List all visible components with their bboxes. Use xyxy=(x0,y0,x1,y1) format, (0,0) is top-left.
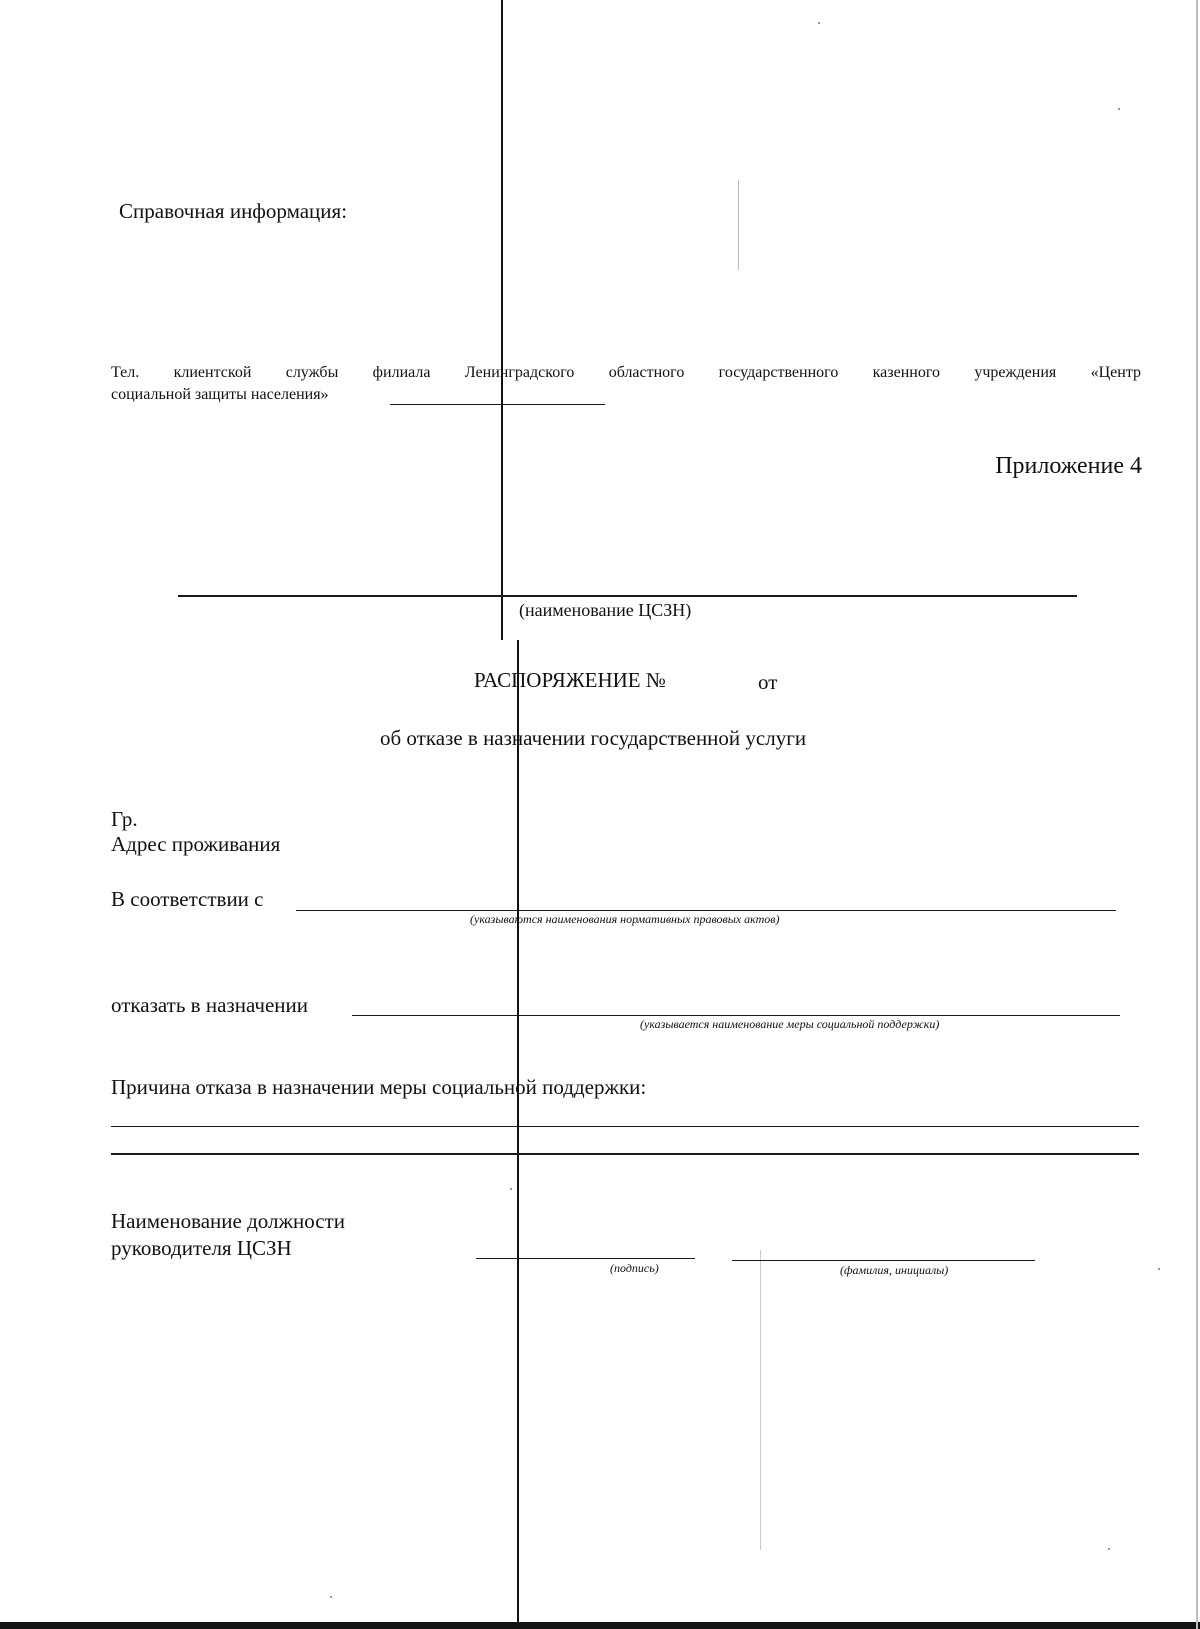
org-name-caption: (наименование ЦСЗН) xyxy=(519,600,692,620)
scan-fold-line-faint-lower xyxy=(760,1250,761,1550)
scan-speck xyxy=(510,1188,512,1190)
name-line xyxy=(732,1260,1035,1261)
refuse-blank-line xyxy=(352,1015,1120,1016)
accordance-blank-line xyxy=(296,910,1116,911)
org-name-line xyxy=(178,595,1077,597)
accordance-note: (указываются наименования нормативных правовых актов) xyxy=(470,912,780,926)
address-label: Адрес проживания xyxy=(111,832,281,856)
scan-fold-line-faint xyxy=(738,180,739,270)
phone-line-1: Тел. клиентской службы филиала Ленинградского областного государственного казенного учреждения «Центр xyxy=(111,364,1141,381)
refuse-label: отказать в назначении xyxy=(111,993,309,1017)
order-subtitle: об отказе в назначении государственной услуги xyxy=(380,726,807,750)
scan-speck xyxy=(1108,1548,1110,1550)
citizen-label: Гр. xyxy=(111,807,138,831)
reference-heading: Справочная информация: xyxy=(119,199,348,223)
signature-note: (подпись) xyxy=(610,1261,659,1275)
phone-line-2: социальной защиты населения» xyxy=(111,386,329,403)
position-line-1: Наименование должности xyxy=(111,1209,345,1233)
position-line-2: руководителя ЦСЗН xyxy=(111,1236,292,1260)
reason-line-2 xyxy=(111,1153,1139,1155)
scan-fold-line-lower xyxy=(517,640,519,1629)
scan-speck xyxy=(818,22,820,24)
scan-right-edge xyxy=(1196,0,1198,1629)
name-note: (фамилия, инициалы) xyxy=(840,1263,949,1277)
scan-fold-line-upper xyxy=(501,0,503,640)
order-title: РАСПОРЯЖЕНИЕ № xyxy=(474,668,666,692)
scan-speck xyxy=(1158,1268,1160,1270)
scan-bottom-edge xyxy=(0,1622,1200,1629)
signature-line xyxy=(476,1258,695,1259)
order-date-word: от xyxy=(758,670,778,694)
appendix-label: Приложение 4 xyxy=(995,453,1142,479)
accordance-label: В соответствии с xyxy=(111,887,264,911)
phone-blank-line xyxy=(390,404,605,405)
refuse-note: (указывается наименование меры социальной поддержки) xyxy=(640,1017,940,1031)
scan-speck xyxy=(1118,108,1120,110)
reason-line-1 xyxy=(111,1126,1139,1127)
reason-label: Причина отказа в назначении меры социальной поддержки: xyxy=(111,1075,647,1099)
scan-speck xyxy=(330,1596,332,1598)
